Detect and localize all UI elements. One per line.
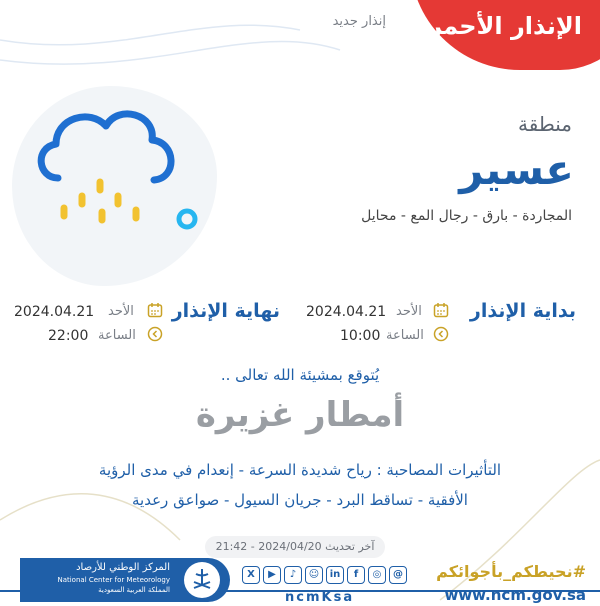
start-day: الأحد bbox=[396, 304, 422, 319]
website-link[interactable]: www.ncm.gov.sa bbox=[444, 586, 586, 604]
social-icons-row bbox=[242, 566, 407, 584]
decorative-ring-icon bbox=[176, 208, 198, 230]
forecast-intro: يُتوقع بمشيئة الله تعالى .. bbox=[220, 366, 380, 384]
end-time: 22:00 bbox=[48, 328, 89, 344]
x-icon[interactable]: X bbox=[242, 566, 260, 584]
forecast-headline: أمطار غزيرة bbox=[195, 395, 405, 435]
end-day: الأحد bbox=[108, 304, 134, 319]
calendar-icon bbox=[147, 302, 163, 318]
threads-icon[interactable]: @ bbox=[389, 566, 407, 584]
social-handle[interactable]: ncmKsa bbox=[285, 590, 355, 605]
start-title: بداية الإنذار bbox=[469, 300, 576, 322]
clock-icon bbox=[147, 326, 163, 342]
instagram-icon[interactable]: ◎ bbox=[368, 566, 386, 584]
effects-line-1: التأثيرات المصاحبة : رياح شديدة السرعة - إنعدام في مدى الرؤية bbox=[98, 461, 502, 479]
region-label: منطقة bbox=[518, 112, 572, 136]
start-time: 10:00 bbox=[340, 328, 381, 344]
end-date: 2024.04.21 bbox=[14, 304, 95, 320]
rain-cloud-icon bbox=[30, 100, 180, 230]
emblem-icon bbox=[184, 562, 220, 598]
hashtag: #نحيطكم_بأجوائكم bbox=[436, 562, 586, 581]
alert-level-title: الإنذار الأحمر bbox=[428, 12, 582, 40]
region-name: عسير bbox=[459, 145, 574, 194]
ncm-logo bbox=[20, 558, 230, 602]
start-date: 2024.04.21 bbox=[306, 304, 387, 320]
org-name-arabic: المركز الوطني للأرصاد bbox=[76, 562, 170, 573]
calendar-icon bbox=[433, 302, 449, 318]
facebook-icon[interactable]: f bbox=[347, 566, 365, 584]
forecast-effects bbox=[60, 455, 540, 515]
new-alert-label: إنذار جديد bbox=[332, 14, 386, 29]
linkedin-icon[interactable]: in bbox=[326, 566, 344, 584]
end-title: نهاية الإنذار bbox=[171, 300, 280, 322]
org-country-arabic: المملكة العربية السعودية bbox=[98, 586, 170, 594]
org-name-english: National Center for Meteorology bbox=[57, 576, 170, 584]
end-time-label: الساعة bbox=[98, 328, 136, 343]
last-updated-pill: آخر تحديث 2024/04/20 - 21:42 bbox=[205, 536, 385, 558]
youtube-icon[interactable]: ▶ bbox=[263, 566, 281, 584]
start-time-label: الساعة bbox=[386, 328, 424, 343]
tiktok-icon[interactable]: ♪ bbox=[284, 566, 302, 584]
subregions-list: المجاردة - بارق - رجال المع - محايل bbox=[361, 208, 572, 224]
effects-line-2: الأفقية - تساقط البرد - جريان السيول - صواعق رعدية bbox=[132, 491, 468, 509]
snapchat-icon[interactable]: ☺ bbox=[305, 566, 323, 584]
clock-icon bbox=[433, 326, 449, 342]
